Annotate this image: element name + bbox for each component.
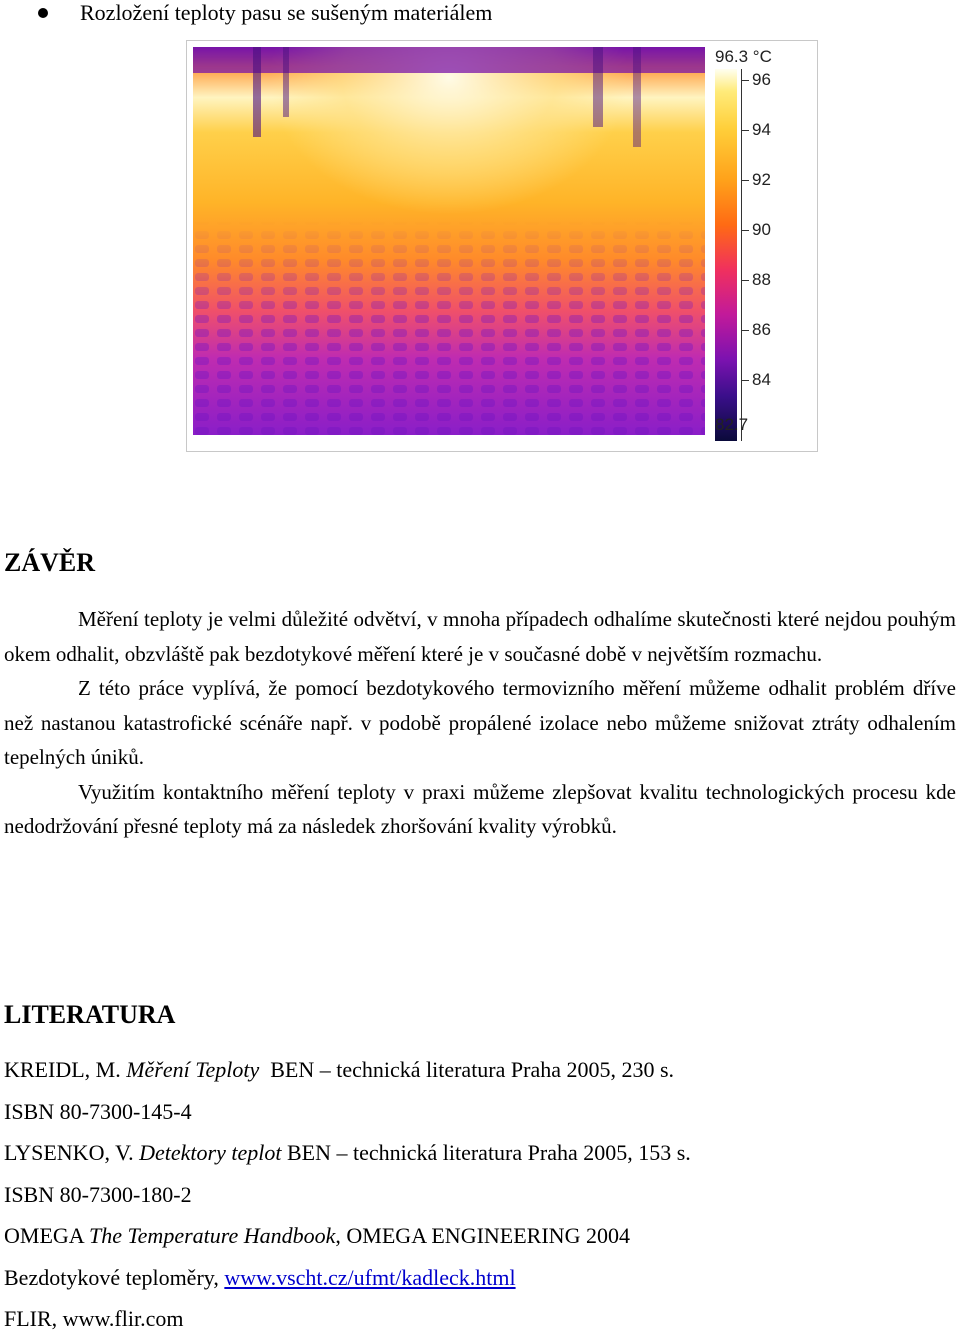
reference-item <box>4 1052 956 1094</box>
scale-tick <box>741 280 749 281</box>
color-scale-bar <box>715 69 737 441</box>
ref-rest: BEN – technická literatura Praha 2005, 153 s. <box>281 1140 691 1165</box>
conclusion-heading: ZÁVĚR <box>4 548 96 577</box>
scale-axis <box>741 69 742 441</box>
conclusion-body <box>4 602 956 844</box>
ref-author: FLIR, www.flir.com <box>4 1306 184 1331</box>
scale-tick <box>741 230 749 231</box>
ref-author: Bezdotykové teploměry, <box>4 1264 225 1290</box>
ref-title: Detektory teplot <box>139 1140 282 1165</box>
bullet-text: Rozložení teploty pasu se sušeným materiálem <box>80 0 493 25</box>
thermal-image <box>193 47 705 435</box>
ref-title: The Temperature Handbook <box>88 1223 336 1248</box>
scale-tick-label: 96 <box>752 70 771 89</box>
conclusion-paragraph: Využitím kontaktního měření teploty v praxi můžeme zlepšovat kvalitu technologických procesu kde nedodržování přesné teploty má za následek zhoršování kvality výrobků. <box>4 779 956 838</box>
ref-author: ISBN 80-7300-145-4 <box>4 1098 192 1124</box>
thermal-figure <box>186 40 818 452</box>
ref-author: LYSENKO, V. <box>4 1140 140 1165</box>
reference-item <box>4 1094 956 1136</box>
conclusion-paragraph: Z této práce vyplívá, že pomocí bezdotykového termovizního měření můžeme odhalit problém dříve než nastanou katastrofické scénáře např. v podobě propálené izolace nebo můžeme snižovat ztráty odhalením tepelných úniků. <box>4 676 956 769</box>
ref-author: KREIDL, M. <box>4 1057 127 1082</box>
scale-tick-label: 90 <box>752 220 771 239</box>
scale-tick-label: 86 <box>752 320 771 339</box>
ref-author: ISBN 80-7300-180-2 <box>4 1181 192 1207</box>
scale-max-label: 96.3 °C <box>715 47 772 66</box>
reference-item <box>4 1301 956 1343</box>
reference-item <box>4 1177 956 1219</box>
reference-item <box>4 1218 956 1260</box>
ref-rest: BEN – technická literatura Praha 2005, 230 s. <box>259 1057 675 1082</box>
scale-tick <box>741 380 749 381</box>
scale-tick-label: 94 <box>752 120 771 139</box>
conclusion-paragraph: Měření teploty je velmi důležité odvětví, v mnoha případech odhalíme skutečnosti které nejdou pouhým okem odhalit, obzvláště pak bezdotykové měření které je v současné době v největším rozmachu. <box>4 607 956 666</box>
scale-tick <box>741 80 749 81</box>
bullet-item <box>0 0 960 28</box>
ref-rest: , OMEGA ENGINEERING 2004 <box>335 1223 630 1248</box>
reference-list <box>4 1052 956 1343</box>
scale-min-label: 82.7 <box>715 415 749 434</box>
ref-author: OMEGA <box>4 1223 89 1248</box>
scale-tick <box>741 180 749 181</box>
scale-tick <box>741 330 749 331</box>
scale-tick-label: 92 <box>752 170 771 189</box>
reference-item <box>4 1135 956 1177</box>
scale-tick <box>741 130 749 131</box>
literature-heading: LITERATURA <box>4 1000 176 1029</box>
scale-tick-label: 84 <box>752 370 771 389</box>
reference-item <box>4 1260 956 1302</box>
scale-tick-label: 88 <box>752 270 771 289</box>
ref-title: Měření Teploty <box>126 1057 260 1082</box>
bullet-dot <box>38 8 48 18</box>
ref-link[interactable]: www.vscht.cz/ufmt/kadleck.html <box>224 1264 516 1290</box>
